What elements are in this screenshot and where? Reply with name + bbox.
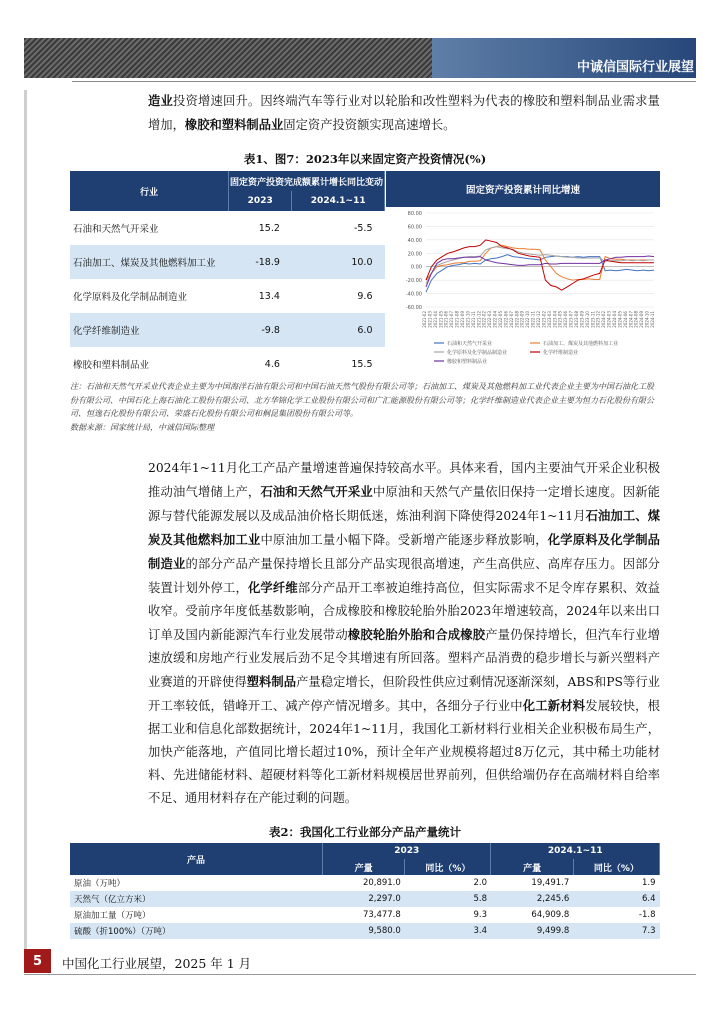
legend-label: 石油加工、煤炭及其他燃料加工业 xyxy=(543,341,619,347)
y-tick-label: -60.00 xyxy=(405,305,422,311)
y-tick-label: 60.00 xyxy=(407,224,422,231)
table1-row-name: 石油加工、煤炭及其他燃料加工业 xyxy=(70,245,229,279)
table2-cell: 2,297.0 xyxy=(323,891,405,907)
table2-cell: -1.8 xyxy=(638,910,656,920)
x-tick-label: 2023-06 xyxy=(563,311,569,328)
table1-cell: 13.4 xyxy=(258,290,280,302)
table2-header-2023: 2023 xyxy=(323,843,491,859)
table2-header-yoy: 同比（%） xyxy=(405,859,491,875)
note-source: 数据来源：国家统计局，中诚信国际整理 xyxy=(70,422,214,432)
table2-cell: 2,245.6 xyxy=(491,891,573,907)
x-tick-label: 2022-12 xyxy=(536,311,541,328)
y-tick-label: 80.00 xyxy=(407,211,422,217)
table1-row-name: 石油和天然气开采业 xyxy=(73,224,159,235)
table2-header-output: 产量 xyxy=(491,859,573,875)
table1-cell: 4.6 xyxy=(264,358,280,370)
table2-row-name: 原油（万吨） xyxy=(74,879,126,889)
x-tick-label: 2021-02 xyxy=(422,311,427,328)
table2-row-name: 硫酸（折100%）（万吨） xyxy=(70,923,323,939)
x-tick-label: 2022-06 xyxy=(503,311,509,328)
table2-cell: 2.0 xyxy=(473,878,487,888)
x-tick-label: 2023-03 xyxy=(546,311,552,328)
x-tick-label: 2022-11 xyxy=(530,311,536,328)
table1-cell: -9.8 xyxy=(229,313,292,347)
line-chart xyxy=(386,207,660,371)
table2-caption: 表2：我国化工行业部分产品产量统计 xyxy=(269,825,461,839)
table1-note xyxy=(70,380,660,434)
y-tick-label: 0.00 xyxy=(410,264,422,271)
x-tick-label: 2023-07 xyxy=(568,311,574,328)
table1-header-2023: 2023 xyxy=(229,191,292,211)
table1-row-name: 橡胶和塑料制品业 xyxy=(73,360,150,371)
x-tick-label: 2024-02 xyxy=(601,311,607,328)
x-tick-label: 2022-10 xyxy=(525,311,531,328)
x-tick-label: 2021-05 xyxy=(438,311,444,328)
table1-row-name: 化学原料及化学制品制造业 xyxy=(73,292,188,303)
table2-cell: 20,891.0 xyxy=(362,878,401,888)
legend-label: 化学原料及化学制品制造业 xyxy=(447,350,508,356)
y-tick-label: 20.00 xyxy=(407,251,422,258)
x-tick-label: 2021-11 xyxy=(470,311,476,328)
y-tick-label: -40.00 xyxy=(405,291,422,298)
table1-cell: 15.5 xyxy=(351,358,373,370)
table2-cell: 73,477.8 xyxy=(362,910,401,920)
x-tick-label: 2024-04 xyxy=(612,311,617,328)
left-margin-bar xyxy=(24,90,27,950)
investment-table xyxy=(70,171,385,381)
table2-cell: 1.9 xyxy=(641,878,656,888)
x-tick-label: 2023-10 xyxy=(584,311,590,328)
x-tick-label: 2023-12 xyxy=(595,311,601,328)
x-tick-label: 2024-10 xyxy=(644,311,650,328)
table1-cell: 9.6 xyxy=(357,290,373,302)
table2-cell: 3.4 xyxy=(405,923,491,939)
table2-cell: 9,580.0 xyxy=(323,923,405,939)
table2-header-2024: 2024.1~11 xyxy=(491,843,660,859)
table1-row-name: 化学纤维制造业 xyxy=(70,313,229,347)
legend-label: 橡胶和塑料制品业 xyxy=(447,359,488,365)
x-tick-label: 2024-05 xyxy=(617,311,623,328)
page-number: 5 xyxy=(24,949,51,973)
note-text: 注：石油和天然气开采业代表企业主要为中国海洋石油有限公司和中国石油天然气股份有限公司等；石油加工、煤炭及其他燃料加工业代表企业主要为中国石油化工股份有限公司、中国石化上海石油化工股份有限公司、北方华锦化学工业股份有限公司和广汇能源股份有限公司等；化学纤维制造业代表企业主要为恒力石化股份有限公司、恒逸石化股份有限公司、荣盛石化股份有限公司和桐昆集团股份有限公司等。 xyxy=(70,382,654,418)
table1-cell: 10.0 xyxy=(292,245,385,279)
production-table xyxy=(70,843,660,939)
x-tick-label: 2023-09 xyxy=(579,311,585,328)
intro-paragraph: 造业投资增速回升。因终端汽车等行业对以轮胎和改性塑料为代表的橡胶和塑料制品业需求量增加，橡胶和塑料制品业固定资产投资额实现高速增长。 xyxy=(148,93,660,132)
table1-cell: 15.2 xyxy=(258,222,280,234)
table1-header-2024: 2024.1~11 xyxy=(292,191,385,211)
table2-row-name: 天然气（亿立方米） xyxy=(70,891,323,907)
x-tick-label: 2024-08 xyxy=(633,311,639,328)
x-tick-label: 2023-11 xyxy=(590,311,596,328)
x-tick-label: 2021-09 xyxy=(460,311,465,328)
x-tick-label: 2023-02 xyxy=(541,311,547,328)
x-tick-label: 2021-10 xyxy=(465,311,471,328)
chart-title: 固定资产投资累计同比增速 xyxy=(386,171,660,207)
x-tick-label: 2021-06 xyxy=(443,311,449,328)
x-tick-label: 2024-11 xyxy=(650,311,655,328)
x-tick-label: 2021-04 xyxy=(432,311,438,328)
table2-cell: 19,491.7 xyxy=(531,878,570,888)
footer-text: 中国化工行业展望，2025 年 1 月 xyxy=(62,956,252,971)
x-tick-label: 2021-12 xyxy=(476,311,482,328)
x-tick-label: 2024-03 xyxy=(606,311,612,328)
y-tick-label: -20.00 xyxy=(405,278,422,285)
legend-label: 石油和天然气开采业 xyxy=(447,341,493,347)
table2-cell: 9,499.8 xyxy=(491,923,573,939)
x-tick-label: 2021-03 xyxy=(427,311,433,328)
y-tick-label: 40.00 xyxy=(407,237,422,244)
table2-cell: 5.8 xyxy=(405,891,491,907)
table1-header-group: 固定资产投资完成额累计增长同比变动 xyxy=(229,171,385,191)
table1-cell: -18.9 xyxy=(229,245,292,279)
table2-header-output: 产量 xyxy=(323,859,405,875)
table2-cell: 9.3 xyxy=(473,910,487,920)
table1-cell: 6.0 xyxy=(292,313,385,347)
x-tick-label: 2024-09 xyxy=(639,311,645,328)
header-rule xyxy=(72,81,696,82)
x-tick-label: 2021-08 xyxy=(454,311,460,328)
table2-cell: 7.3 xyxy=(573,923,659,939)
x-tick-label: 2021-07 xyxy=(449,311,455,328)
table2-header-product: 产品 xyxy=(70,843,323,875)
x-tick-label: 2022-07 xyxy=(508,311,514,328)
legend-label: 化学纤维制造业 xyxy=(543,350,579,356)
footer-rule xyxy=(24,974,696,975)
x-tick-label: 2023-04 xyxy=(552,311,558,328)
x-tick-label: 2024-07 xyxy=(628,311,634,328)
x-tick-label: 2022-09 xyxy=(519,311,525,328)
body-paragraph: 2024年1~11月化工产品产量增速普遍保持较高水平。具体来看，国内主要油气开采企业积极推动油气增储上产，石油和天然气开采业中原油和天然气产量依旧保持一定增长速度。因新能源与替代能源发展以及成品油价格长期低迷，炼油利润下降使得2024年1~11月石油加工、煤炭及其他燃料加工业中原油加工量小幅下降。受新增产能逐步释放影响，化学原料及化学制品制造业的部分产品产量保持增长且部分产品实现很高增速，产生高供应、高库存压力。因部分装置计划外停工，化学纤维部分产品开工率被迫维持高位，但实际需求不足令库存累积、效益收窄。受前序年度低基数影响，合成橡胶和橡胶轮胎外胎2023年增速较高，2024年以来出口订单及国内新能源汽车行业发展带动橡胶轮胎外胎和合成橡胶产量仍保持增长，但汽车行业增速放缓和房地产行业发展后劲不足令其增速有所回落。塑料产品消费的稳步增长与新兴塑料产业赛道的开辟使得塑料制品产量稳定增长，但阶段性供应过剩情况逐渐深刻，ABS和PS等行业开工率较低，错峰开工、减产停产情况增多。其中，各细分子行业中化工新材料发展较快，根据工业和信息化部数据统计，2024年1~11月，我国化工新材料行业相关企业积极布局生产，加快产能落地，产值同比增长超过10%，预计全年产业规模将超过8万亿元，其中稀土功能材料、先进储能材料、超硬材料等化工新材料规模居世界前列，但供给端仍存在高端材料自给率不足、通用材料存在产能过剩的问题。 xyxy=(148,461,660,805)
header-title: 中诚信国际行业展望 xyxy=(576,60,694,75)
x-tick-label: 2022-02 xyxy=(481,311,487,328)
table2-cell: 64,909.8 xyxy=(531,910,570,920)
x-tick-label: 2022-08 xyxy=(514,311,520,328)
x-tick-label: 2022-03 xyxy=(487,311,493,328)
x-tick-label: 2024-06 xyxy=(622,311,628,328)
table1-cell: -5.5 xyxy=(353,222,373,234)
x-tick-label: 2022-05 xyxy=(498,311,503,328)
investment-chart xyxy=(386,171,660,371)
x-tick-label: 2022-04 xyxy=(492,311,498,328)
table2-header-yoy: 同比（%） xyxy=(573,859,659,875)
x-tick-label: 2023-08 xyxy=(574,311,579,328)
table1-caption: 表1、图7：2023年以来固定资产投资情况(%) xyxy=(243,152,487,166)
table1-header-industry: 行业 xyxy=(70,171,229,211)
x-tick-label: 2023-05 xyxy=(557,311,563,328)
table2-cell: 6.4 xyxy=(573,891,659,907)
table2-row-name: 原油加工量（万吨） xyxy=(74,911,151,921)
